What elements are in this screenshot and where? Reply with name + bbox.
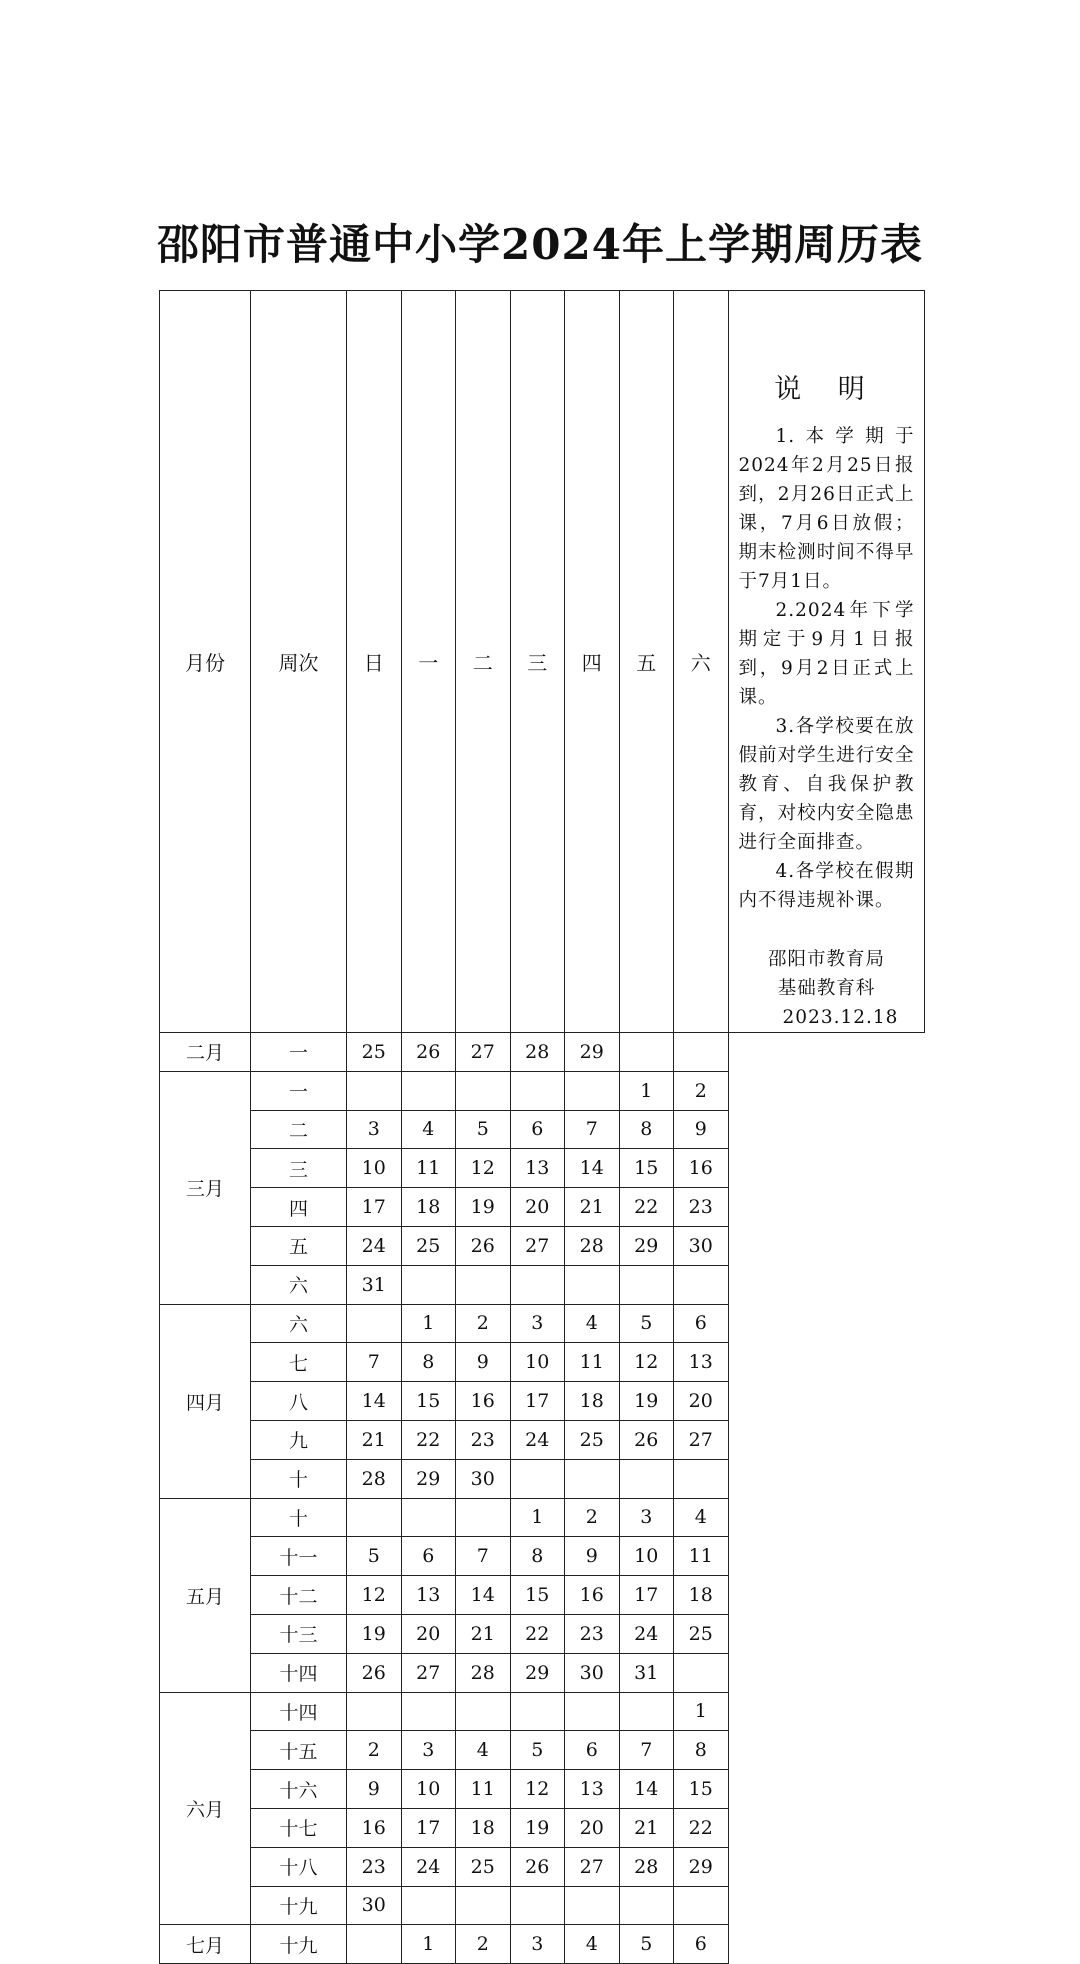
day-cell <box>619 1033 674 1072</box>
day-cell <box>347 1304 402 1343</box>
day-cell: 3 <box>619 1498 674 1537</box>
day-cell: 13 <box>565 1770 620 1809</box>
day-cell: 6 <box>565 1731 620 1770</box>
day-cell: 22 <box>674 1808 729 1847</box>
week-number-cell: 三 <box>251 1149 347 1188</box>
day-cell: 29 <box>565 1033 620 1072</box>
day-cell: 26 <box>347 1653 402 1692</box>
day-cell <box>510 1265 565 1304</box>
week-row <box>160 1149 925 1188</box>
day-cell <box>510 1886 565 1925</box>
day-cell: 3 <box>347 1110 402 1149</box>
week-number-cell: 十 <box>251 1498 347 1537</box>
day-cell <box>619 1692 674 1731</box>
day-cell: 9 <box>565 1537 620 1576</box>
day-cell <box>456 1265 511 1304</box>
day-cell: 12 <box>347 1576 402 1615</box>
notes-item: 2.2024年下学期定于9月1日报到，9月2日正式上课。 <box>738 600 915 708</box>
notes-item: 3.各学校要在放假前对学生进行安全教育、自我保护教育，对校内安全隐患进行全面排查。 <box>738 716 915 853</box>
day-cell <box>619 1886 674 1925</box>
week-number-cell: 十七 <box>251 1808 347 1847</box>
day-cell: 23 <box>674 1188 729 1227</box>
day-cell: 20 <box>401 1614 456 1653</box>
day-cell: 27 <box>401 1653 456 1692</box>
day-cell: 8 <box>401 1343 456 1382</box>
day-cell: 6 <box>674 1304 729 1343</box>
week-row <box>160 1304 925 1343</box>
week-number-cell: 十四 <box>251 1692 347 1731</box>
day-cell <box>674 1653 729 1692</box>
day-cell: 17 <box>510 1382 565 1421</box>
day-cell: 11 <box>401 1149 456 1188</box>
day-cell: 22 <box>401 1420 456 1459</box>
month-cell: 四月 <box>160 1304 251 1498</box>
day-cell: 8 <box>510 1537 565 1576</box>
day-cell <box>565 1692 620 1731</box>
day-cell: 25 <box>456 1847 511 1886</box>
day-cell: 11 <box>456 1770 511 1809</box>
day-cell: 25 <box>401 1226 456 1265</box>
day-cell: 15 <box>510 1576 565 1615</box>
day-cell: 19 <box>619 1382 674 1421</box>
day-cell: 23 <box>565 1614 620 1653</box>
week-row <box>160 1420 925 1459</box>
day-cell: 20 <box>674 1382 729 1421</box>
day-cell: 27 <box>674 1420 729 1459</box>
day-cell: 15 <box>401 1382 456 1421</box>
day-cell: 20 <box>565 1808 620 1847</box>
day-cell <box>347 1071 402 1110</box>
week-number-cell: 七 <box>251 1343 347 1382</box>
day-cell: 1 <box>401 1304 456 1343</box>
day-cell <box>674 1033 729 1072</box>
day-cell: 4 <box>565 1925 620 1964</box>
month-cell: 七月 <box>160 1925 251 1964</box>
header-cell: 周次 <box>251 291 347 1033</box>
month-cell: 二月 <box>160 1033 251 1072</box>
day-cell: 18 <box>565 1382 620 1421</box>
week-number-cell: 一 <box>251 1071 347 1110</box>
day-cell: 25 <box>565 1420 620 1459</box>
day-cell: 7 <box>619 1731 674 1770</box>
day-cell: 18 <box>456 1808 511 1847</box>
day-cell <box>619 1459 674 1498</box>
month-cell: 六月 <box>160 1692 251 1925</box>
day-cell: 28 <box>456 1653 511 1692</box>
day-cell: 30 <box>565 1653 620 1692</box>
header-cell: 一 <box>401 291 456 1033</box>
day-cell: 2 <box>456 1304 511 1343</box>
day-cell: 21 <box>347 1420 402 1459</box>
day-cell: 22 <box>619 1188 674 1227</box>
day-cell <box>674 1459 729 1498</box>
week-number-cell: 一 <box>251 1033 347 1072</box>
day-cell <box>401 1886 456 1925</box>
day-cell: 12 <box>456 1149 511 1188</box>
day-cell: 30 <box>456 1459 511 1498</box>
day-cell: 30 <box>674 1226 729 1265</box>
day-cell: 5 <box>619 1304 674 1343</box>
day-cell: 16 <box>456 1382 511 1421</box>
notes-item: 1.本学期于2024年2月25日报到，2月26日正式上课，7月6日放假；期末检测时间不得早于7月1日。 <box>738 426 915 592</box>
week-row <box>160 1071 925 1110</box>
day-cell <box>674 1265 729 1304</box>
day-cell: 5 <box>619 1925 674 1964</box>
week-number-cell: 二 <box>251 1110 347 1149</box>
day-cell: 29 <box>674 1847 729 1886</box>
day-cell: 31 <box>619 1653 674 1692</box>
notes-heading: 说 明 <box>774 374 879 405</box>
day-cell: 1 <box>510 1498 565 1537</box>
week-row <box>160 1731 925 1770</box>
week-number-cell: 六 <box>251 1304 347 1343</box>
week-number-cell: 九 <box>251 1420 347 1459</box>
day-cell: 7 <box>347 1343 402 1382</box>
day-cell: 24 <box>401 1847 456 1886</box>
header-cell: 五 <box>619 291 674 1033</box>
day-cell: 6 <box>510 1110 565 1149</box>
week-number-cell: 四 <box>251 1188 347 1227</box>
day-cell: 28 <box>510 1033 565 1072</box>
day-cell: 1 <box>619 1071 674 1110</box>
day-cell: 26 <box>619 1420 674 1459</box>
week-row <box>160 1265 925 1304</box>
day-cell: 24 <box>347 1226 402 1265</box>
day-cell: 9 <box>347 1770 402 1809</box>
day-cell <box>401 1692 456 1731</box>
day-cell: 30 <box>347 1886 402 1925</box>
week-number-cell: 八 <box>251 1382 347 1421</box>
day-cell: 11 <box>674 1537 729 1576</box>
week-number-cell: 十五 <box>251 1731 347 1770</box>
day-cell: 15 <box>619 1149 674 1188</box>
header-cell: 二 <box>456 291 511 1033</box>
day-cell: 19 <box>456 1188 511 1227</box>
day-cell: 13 <box>674 1343 729 1382</box>
day-cell: 28 <box>347 1459 402 1498</box>
week-row <box>160 1110 925 1149</box>
week-row <box>160 1343 925 1382</box>
page-title: 邵阳市普通中小学2024年上学期周历表 <box>157 220 923 269</box>
week-row <box>160 1847 925 1886</box>
day-cell: 25 <box>347 1033 402 1072</box>
week-number-cell: 十 <box>251 1459 347 1498</box>
week-number-cell: 十九 <box>251 1886 347 1925</box>
week-number-cell: 十九 <box>251 1925 347 1964</box>
notes-panel <box>728 291 924 1033</box>
week-row <box>160 1614 925 1653</box>
week-row <box>160 1770 925 1809</box>
day-cell: 29 <box>401 1459 456 1498</box>
day-cell: 7 <box>565 1110 620 1149</box>
day-cell: 13 <box>510 1149 565 1188</box>
day-cell: 28 <box>565 1226 620 1265</box>
day-cell: 16 <box>565 1576 620 1615</box>
notes-item: 4.各学校在假期内不得违规补课。 <box>738 861 915 911</box>
day-cell <box>456 1692 511 1731</box>
header-cell: 日 <box>347 291 402 1033</box>
day-cell <box>456 1071 511 1110</box>
week-row <box>160 1886 925 1925</box>
day-cell: 14 <box>456 1576 511 1615</box>
day-cell: 6 <box>674 1925 729 1964</box>
week-row <box>160 1459 925 1498</box>
day-cell: 27 <box>456 1033 511 1072</box>
day-cell: 23 <box>347 1847 402 1886</box>
day-cell: 24 <box>510 1420 565 1459</box>
day-cell <box>456 1886 511 1925</box>
week-number-cell: 十八 <box>251 1847 347 1886</box>
header-cell: 四 <box>565 291 620 1033</box>
day-cell: 14 <box>565 1149 620 1188</box>
week-number-cell: 十六 <box>251 1770 347 1809</box>
week-row <box>160 1188 925 1227</box>
day-cell: 5 <box>347 1537 402 1576</box>
day-cell: 4 <box>456 1731 511 1770</box>
day-cell: 3 <box>510 1925 565 1964</box>
week-row <box>160 1537 925 1576</box>
day-cell: 1 <box>401 1925 456 1964</box>
notes-signature <box>739 945 915 1032</box>
header-cell: 六 <box>674 291 729 1033</box>
day-cell: 2 <box>674 1071 729 1110</box>
week-row <box>160 1925 925 1964</box>
week-number-cell: 十二 <box>251 1576 347 1615</box>
day-cell: 22 <box>510 1614 565 1653</box>
month-cell: 五月 <box>160 1498 251 1692</box>
day-cell: 2 <box>347 1731 402 1770</box>
day-cell <box>401 1265 456 1304</box>
week-row <box>160 1033 925 1072</box>
week-row <box>160 1692 925 1731</box>
day-cell: 10 <box>619 1537 674 1576</box>
day-cell <box>565 1459 620 1498</box>
day-cell <box>565 1886 620 1925</box>
header-row <box>160 291 925 1033</box>
day-cell: 9 <box>456 1343 511 1382</box>
day-cell: 14 <box>347 1382 402 1421</box>
day-cell <box>510 1459 565 1498</box>
day-cell: 18 <box>674 1576 729 1615</box>
day-cell: 17 <box>401 1808 456 1847</box>
day-cell: 21 <box>619 1808 674 1847</box>
week-row <box>160 1382 925 1421</box>
day-cell: 6 <box>401 1537 456 1576</box>
day-cell: 26 <box>456 1226 511 1265</box>
day-cell: 9 <box>674 1110 729 1149</box>
day-cell: 5 <box>510 1731 565 1770</box>
day-cell <box>401 1498 456 1537</box>
week-number-cell: 十三 <box>251 1614 347 1653</box>
day-cell: 26 <box>401 1033 456 1072</box>
day-cell: 8 <box>674 1731 729 1770</box>
day-cell: 1 <box>674 1692 729 1731</box>
day-cell: 10 <box>401 1770 456 1809</box>
day-cell: 15 <box>674 1770 729 1809</box>
calendar-table <box>159 290 925 1964</box>
day-cell: 12 <box>510 1770 565 1809</box>
day-cell: 31 <box>347 1265 402 1304</box>
day-cell <box>401 1071 456 1110</box>
signature-issuer-line2: 基础教育科 <box>777 978 876 999</box>
day-cell: 16 <box>347 1808 402 1847</box>
day-cell: 19 <box>347 1614 402 1653</box>
signature-date: 2023.12.18 <box>782 1007 899 1028</box>
header-cell: 月份 <box>160 291 251 1033</box>
day-cell: 13 <box>401 1576 456 1615</box>
day-cell <box>347 1925 402 1964</box>
day-cell: 18 <box>401 1188 456 1227</box>
header-cell: 三 <box>510 291 565 1033</box>
day-cell: 16 <box>674 1149 729 1188</box>
day-cell: 27 <box>510 1226 565 1265</box>
day-cell: 8 <box>619 1110 674 1149</box>
day-cell: 10 <box>510 1343 565 1382</box>
day-cell <box>674 1886 729 1925</box>
day-cell: 23 <box>456 1420 511 1459</box>
day-cell: 25 <box>674 1614 729 1653</box>
day-cell: 2 <box>565 1498 620 1537</box>
day-cell <box>510 1692 565 1731</box>
day-cell: 20 <box>510 1188 565 1227</box>
day-cell: 11 <box>565 1343 620 1382</box>
calendar-body <box>160 1033 925 1964</box>
week-row <box>160 1653 925 1692</box>
week-number-cell: 五 <box>251 1226 347 1265</box>
day-cell: 4 <box>674 1498 729 1537</box>
day-cell: 26 <box>510 1847 565 1886</box>
day-cell: 28 <box>619 1847 674 1886</box>
day-cell <box>347 1498 402 1537</box>
day-cell <box>510 1071 565 1110</box>
month-cell: 三月 <box>160 1071 251 1304</box>
day-cell: 7 <box>456 1537 511 1576</box>
day-cell: 24 <box>619 1614 674 1653</box>
signature-issuer-line1: 邵阳市教育局 <box>767 949 885 970</box>
day-cell: 21 <box>565 1188 620 1227</box>
day-cell: 4 <box>565 1304 620 1343</box>
week-number-cell: 十一 <box>251 1537 347 1576</box>
day-cell: 2 <box>456 1925 511 1964</box>
day-cell: 14 <box>619 1770 674 1809</box>
day-cell: 5 <box>456 1110 511 1149</box>
day-cell <box>456 1498 511 1537</box>
day-cell <box>619 1265 674 1304</box>
week-row <box>160 1226 925 1265</box>
day-cell: 21 <box>456 1614 511 1653</box>
week-row <box>160 1808 925 1847</box>
day-cell <box>565 1265 620 1304</box>
day-cell: 19 <box>510 1808 565 1847</box>
day-cell: 4 <box>401 1110 456 1149</box>
day-cell: 3 <box>401 1731 456 1770</box>
week-row <box>160 1576 925 1615</box>
day-cell: 29 <box>619 1226 674 1265</box>
day-cell <box>565 1071 620 1110</box>
day-cell: 10 <box>347 1149 402 1188</box>
week-row <box>160 1498 925 1537</box>
day-cell <box>347 1692 402 1731</box>
day-cell: 17 <box>347 1188 402 1227</box>
week-number-cell: 十四 <box>251 1653 347 1692</box>
day-cell: 27 <box>565 1847 620 1886</box>
week-number-cell: 六 <box>251 1265 347 1304</box>
day-cell: 17 <box>619 1576 674 1615</box>
day-cell: 12 <box>619 1343 674 1382</box>
day-cell: 3 <box>510 1304 565 1343</box>
day-cell: 29 <box>510 1653 565 1692</box>
